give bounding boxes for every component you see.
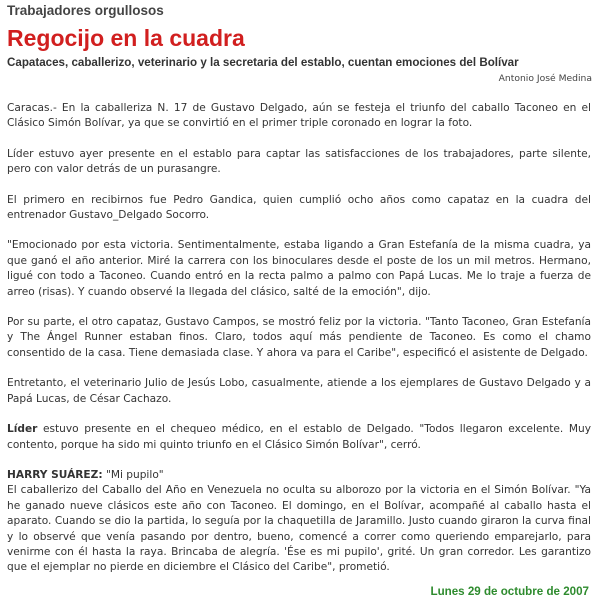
paragraph-8 [7, 468, 591, 576]
paragraph-6: Entretanto, el veterinario Julio de Jesús Lobo, casualmente, atiende a los ejemplares de Gustavo Delgado y a Papá Lucas, de César Cachazo. [7, 377, 591, 405]
article-body [7, 101, 591, 576]
paragraph-7-rest: estuvo presente en el chequeo médico, en el establo de Delgado. "Todos llegaron excelente. Muy contento, porque ha sido mi quinto triunfo en el Clásico Simón Bolívar", cerró. [7, 423, 591, 451]
paragraph-2: Líder estuvo ayer presente en el establo para captar las satisfacciones de los trabajadores, parte silente, pero con valor detrás de un purasangre. [7, 147, 591, 176]
article-author: Antonio José Medina [498, 73, 592, 84]
paragraph-3: El primero en recibirnos fue Pedro Gandica, quien cumplió ocho años como capataz en la cuadra del entrenador Gustavo_Delgado Socorro. [7, 193, 591, 222]
article-headline: Regocijo en la cuadra [7, 25, 245, 51]
paragraph-1: Caracas.- En la caballeriza N. 17 de Gustavo Delgado, aún se festeja el triunfo del caballo Taconeo en el Clásico Simón Bolívar, ya que se convirtió en el primer triple coronado en lograr la foto. [7, 102, 591, 130]
article-kicker: Trabajadores orgullosos [7, 3, 164, 18]
paragraph-4: "Emocionado por esta victoria. Sentimentalmente, estaba ligando a Gran Estefanía de la misma cuadra, ya que ganó el año anterior. Miré la carrera con los binoculares desde el poste de los un mil metros. Hermano, ligué con todo a Taconeo. Cuando entró en la recta palmo a palmo con Papá Lucas. Me lo traje a fuerza de arreo (risas). Y cuando observé la llegada del clásico, salté de la emoción", dijo. [7, 239, 591, 298]
paragraph-8-body: El caballerizo del Caballo del Año en Venezuela no oculta su alborozo por la victoria en el Simón Bolívar. "Ya he ganado nueve clásicos este año con Taconeo. El domingo, en el Bolívar, acompañé al caballo hasta el aparato. Cuando se dio la partida, lo seguía por la chaquetilla de Jaramillo. Justo cuando giraron la curva final y lo observé que venía pasando por dentro, bueno, comencé a correr como queriendo emparejarlo, para venirme con él hasta la raya. Brincaba de alegría. 'Ése es mi pupilo', grité. Un gran corredor. Les garantizo que el ejemplar no pierde en diciembre el Clásico del Caribe", prometió. [7, 484, 591, 574]
interviewee-quote: "Mi pupilo" [102, 468, 164, 481]
paragraph-5: Por su parte, el otro capataz, Gustavo Campos, se mostró feliz por la victoria. "Tanto Taconeo, Gran Estefanía y The Ángel Runner estaban finos. Claro, todos aquí más pendiente de Taconeo. Es como el chamo consentido de la casa. Tiene demasiada clase. Y ahora va para el Caribe", especificó el asistente de Delgado. [7, 316, 591, 359]
interviewee-name: HARRY SUÁREZ: [7, 468, 103, 481]
paragraph-7-lead: Líder [7, 423, 38, 436]
article-subhead: Capataces, caballerizo, veterinario y la secretaria del establo, cuentan emociones del Bolívar [7, 56, 519, 69]
article-dateline: Lunes 29 de octubre de 2007 [430, 585, 589, 598]
paragraph-7 [7, 422, 591, 453]
